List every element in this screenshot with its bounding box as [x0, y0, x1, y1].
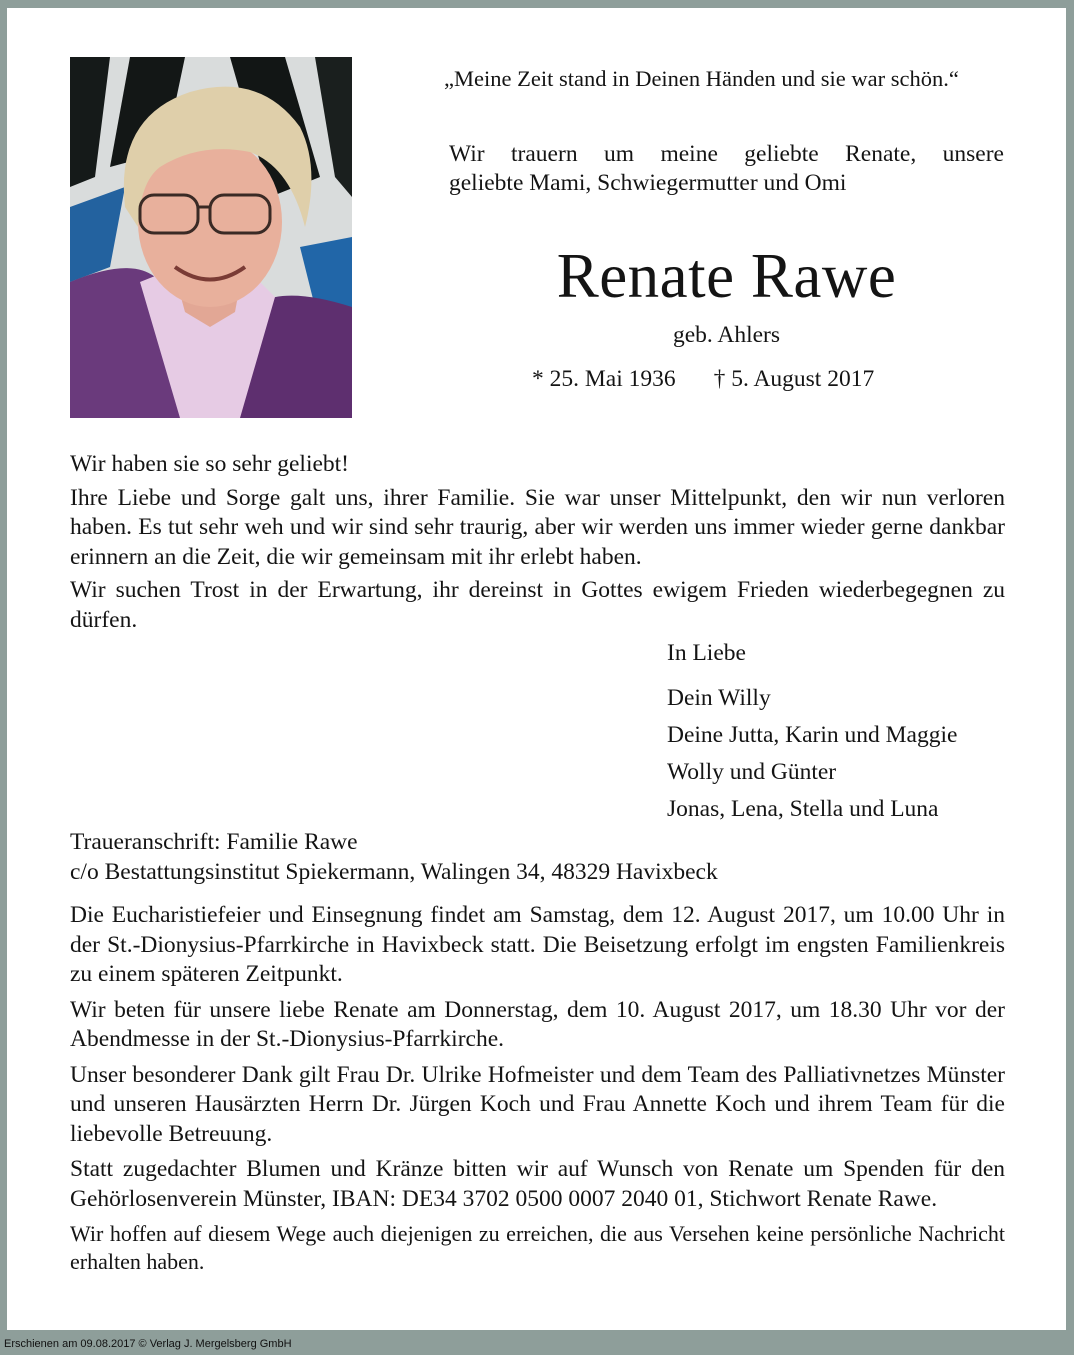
birth-name: geb. Ahlers: [672, 322, 781, 348]
signature-closing: In Liebe: [667, 640, 746, 666]
service-details: [70, 901, 1005, 1276]
mourning-address: [70, 828, 1005, 887]
tribute-paragraph-1: Wir haben sie so sehr geliebt!: [70, 451, 350, 477]
details-paragraph-2: Wir beten für unsere liebe Renate am Donnerstag, dem 10. August 2017, um 18.30 Uhr vor der Abendmesse in der St.-Dionysius-Pfarrkirche.: [70, 996, 1005, 1052]
intro-line-1: Wir trauern um meine geliebte Renate, unsere: [449, 141, 1004, 167]
tribute-paragraph-3: Wir suchen Trost in der Erwartung, ihr dereinst in Gottes ewigem Frieden wiederbegegnen zu dürfen.: [70, 577, 1005, 633]
details-paragraph-1: Die Eucharistiefeier und Einsegnung findet am Samstag, dem 12. August 2017, um 10.00 Uhr in der St.-Dionysius-Pfarrkirche in Havixbeck statt. Die Beisetzung erfolgt im engsten Familienkreis zu einem späteren Zeitpunkt.: [70, 902, 1005, 987]
motto-quote: „Meine Zeit stand in Deinen Händen und sie war schön.“: [444, 66, 959, 91]
portrait-image: [70, 57, 352, 418]
obituary-notice: [7, 8, 1066, 1330]
signature-line-2: Deine Jutta, Karin und Maggie: [667, 722, 958, 748]
deceased-name: Renate Rawe: [556, 241, 897, 311]
publication-footer: Erschienen am 09.08.2017 © Verlag J. Mergelsberg GmbH: [4, 1338, 292, 1350]
intro-line-2: geliebte Mami, Schwiegermutter und Omi: [449, 170, 847, 196]
details-paragraph-5: Wir hoffen auf diesem Wege auch diejenigen zu erreichen, die aus Versehen keine persönliche Nachricht erhalten haben.: [70, 1221, 1005, 1274]
address-line-1: Traueranschrift: Familie Rawe: [70, 829, 358, 855]
signature-line-3: Wolly und Günter: [667, 759, 837, 785]
tribute-paragraph-2: Ihre Liebe und Sorge galt uns, ihrer Familie. Sie war unser Mittelpunkt, den wir nun verloren haben. Es tut sehr weh und wir sind sehr traurig, aber wir werden uns immer wieder gerne dankbar erinnern an die Zeit, die wir gemeinsam mit ihr erlebt haben.: [70, 484, 1005, 570]
signature-line-1: Dein Willy: [667, 685, 771, 711]
life-dates: [532, 366, 874, 393]
details-paragraph-4: Statt zugedachter Blumen und Kränze bitten wir auf Wunsch von Renate um Spenden für den Gehörlosenverein Münster, IBAN: DE34 3702 0500 0007 2040 01, Stichwort Renate Rawe.: [70, 1156, 1005, 1212]
details-paragraph-3: Unser besonderer Dank gilt Frau Dr. Ulrike Hofmeister und dem Team des Palliativnetzes Münster und unseren Hausärzten Herrn Dr. Jürgen Koch und Frau Annette Koch und ihrem Team für die liebevolle Betreuung.: [70, 1061, 1005, 1147]
signature-line-4: Jonas, Lena, Stella und Luna: [667, 796, 939, 822]
birth-date: * 25. Mai 1936: [532, 366, 676, 392]
portrait-photo: [70, 57, 352, 418]
intro-text: [449, 140, 1004, 198]
tribute-text: [70, 450, 1005, 635]
address-line-2: c/o Bestattungsinstitut Spiekermann, Walingen 34, 48329 Havixbeck: [70, 858, 718, 885]
death-date: † 5. August 2017: [713, 366, 875, 392]
